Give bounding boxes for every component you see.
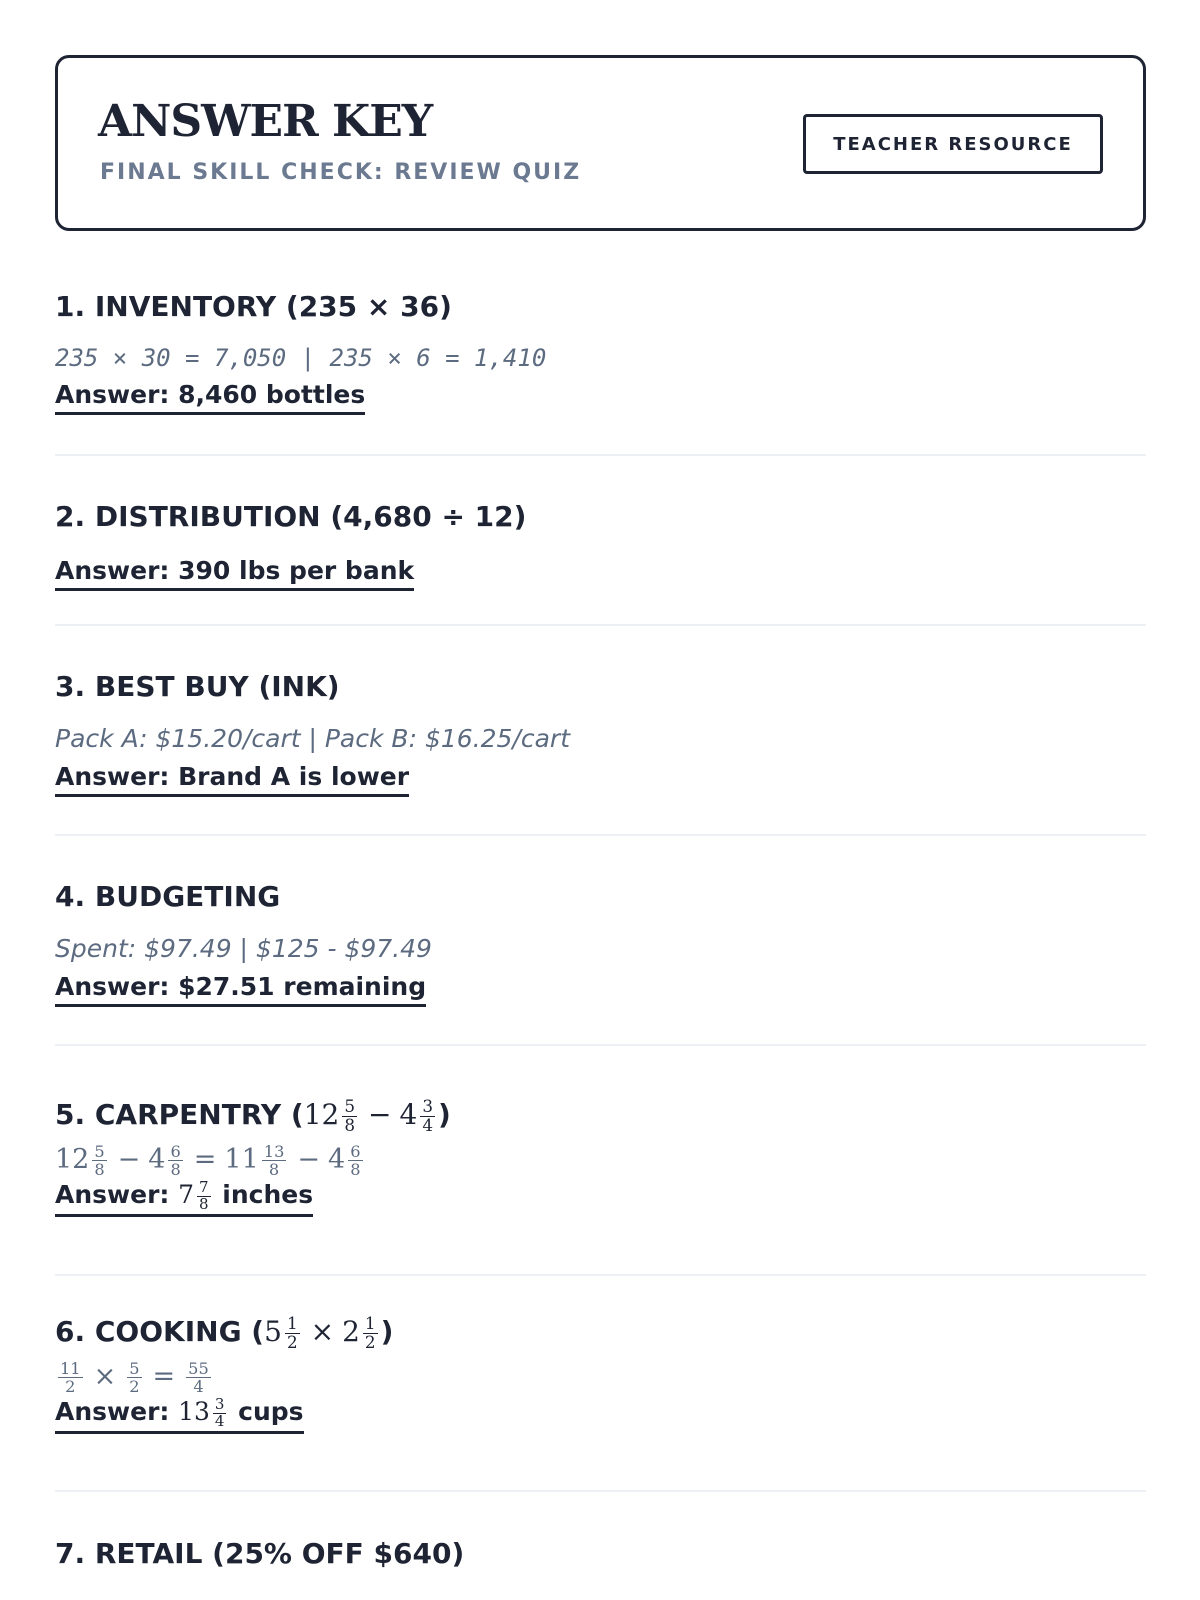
- question-title: 4. BUDGETING: [55, 880, 281, 913]
- question-answer: Answer: 8,460 bottles: [55, 380, 365, 415]
- question-title: 2. DISTRIBUTION (4,680 ÷ 12): [55, 500, 527, 533]
- question-title-suffix: ): [438, 1098, 451, 1131]
- question-title: 7. RETAIL (25% OFF $640): [55, 1537, 465, 1570]
- title-expression: 12 $\frac{5}{8}$ − 4 $\frac{3}{4}$: [303, 1096, 433, 1135]
- question-answer: Answer: Brand A is lower: [55, 762, 409, 797]
- question-4: [55, 880, 1146, 1007]
- teacher-resource-badge: TEACHER RESOURCE: [803, 114, 1103, 174]
- divider: [55, 834, 1146, 836]
- question-1: [55, 290, 1146, 415]
- divider: [55, 1490, 1146, 1492]
- divider: [55, 454, 1146, 456]
- divider: [55, 1274, 1146, 1276]
- question-title-prefix: 6. COOKING (: [55, 1315, 265, 1348]
- question-title: [55, 1315, 1146, 1352]
- divider: [55, 1044, 1146, 1046]
- question-2: [55, 500, 1146, 591]
- question-answer: Answer: 7 $\frac{7}{8}$ inches: [55, 1180, 313, 1218]
- page-title: ANSWER KEY: [98, 96, 433, 147]
- question-work: Pack A: $15.20/cart | Pack B: $16.25/cart: [55, 723, 570, 753]
- question-title: [55, 1098, 1146, 1135]
- question-title-prefix: 5. CARPENTRY (: [55, 1098, 304, 1131]
- question-work: $\frac{11}{2}$ × $\frac{5}{2}$ = $\frac{55}{4}$: [60, 1358, 209, 1396]
- question-work: Spent: $97.49 | $125 - $97.49: [55, 933, 432, 963]
- title-expression: 5 $\frac{1}{2}$ × 2 $\frac{1}{2}$: [264, 1313, 376, 1352]
- header-card: [55, 55, 1146, 231]
- question-3: [55, 670, 1146, 797]
- question-work: 235 × 30 = 7,050 | 235 × 6 = 1,410: [55, 343, 547, 372]
- question-title: 1. INVENTORY (235 × 36): [55, 290, 452, 323]
- question-answer: Answer: 13 $\frac{3}{4}$ cups: [55, 1397, 304, 1435]
- page-subtitle: FINAL SKILL CHECK: REVIEW QUIZ: [100, 160, 582, 185]
- question-5: [55, 1098, 1146, 1217]
- question-7: [55, 1537, 1146, 1571]
- question-title-suffix: ): [380, 1315, 394, 1348]
- question-answer: Answer: 390 lbs per bank: [55, 556, 414, 591]
- question-6: [55, 1315, 1146, 1434]
- divider: [55, 624, 1146, 626]
- question-answer: Answer: $27.51 remaining: [55, 972, 426, 1007]
- question-title: 3. BEST BUY (INK): [55, 670, 340, 703]
- question-work: 12 $\frac{5}{8}$ − 4 $\frac{6}{8}$ = 11 $\frac{13}{8}$ − 4 $\frac{6}{8}$: [55, 1141, 361, 1179]
